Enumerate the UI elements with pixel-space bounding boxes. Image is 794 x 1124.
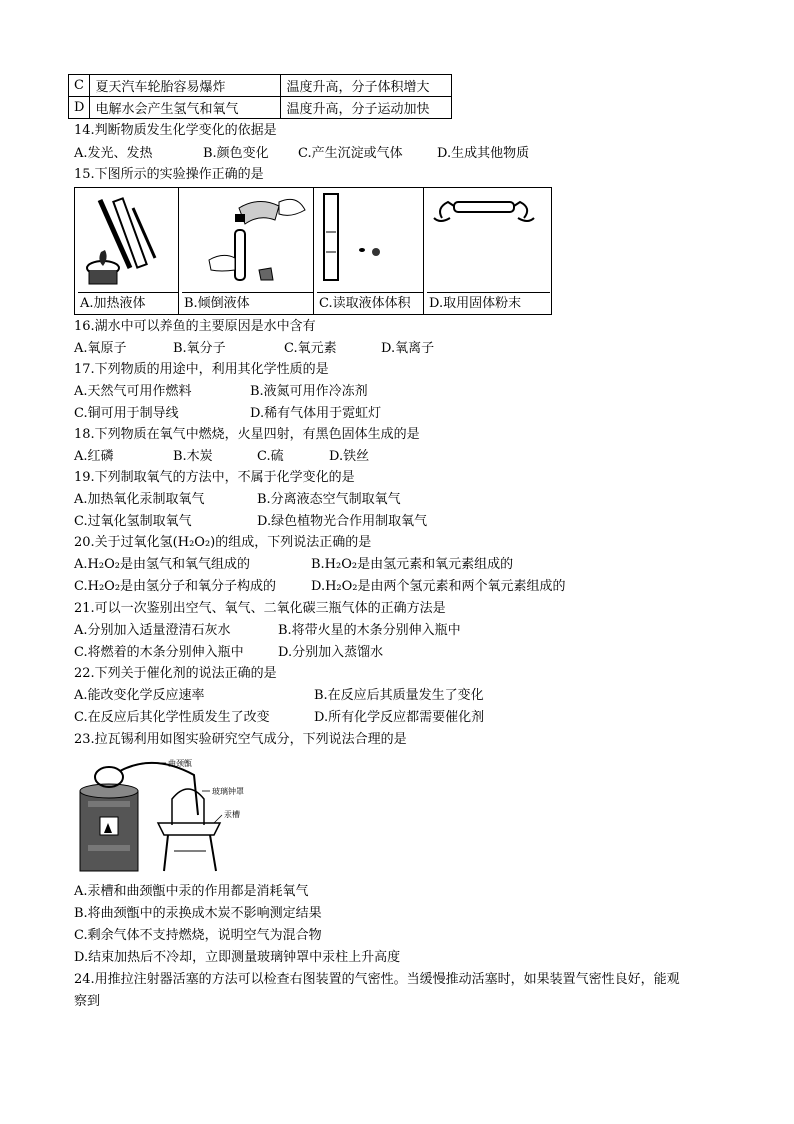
figure-pouring-liquid — [179, 188, 314, 314]
q14-option-a: A.发光、发热 — [74, 146, 153, 161]
q19-stem: 19.下列制取氧气的方法中，不属于化学变化的是 — [74, 470, 355, 485]
q22-option-d: D.所有化学反应都需要催化剂 — [314, 710, 485, 725]
q16-option-c: C.氧元素 — [284, 341, 337, 356]
q14-stem: 14.判断物质发生化学变化的依据是 — [74, 123, 277, 138]
q20-option-b: B.H₂O₂是由氢元素和氧元素组成的 — [311, 557, 514, 572]
q18-option-b: B.木炭 — [173, 449, 213, 464]
q15-stem: 15.下图所示的实验操作正确的是 — [74, 167, 264, 182]
q17-stem: 17.下列物质的用途中，利用其化学性质的是 — [74, 362, 329, 377]
q15-figure-row — [74, 187, 552, 315]
caption-d: D.取用固体粉末 — [427, 292, 550, 314]
q16-option-d: D.氧离子 — [381, 341, 435, 356]
q14-option-b: B.颜色变化 — [203, 146, 269, 161]
q21-option-b: B.将带火星的木条分别伸入瓶中 — [278, 623, 461, 638]
q22-stem: 22.下列关于催化剂的说法正确的是 — [74, 666, 277, 681]
row-label: C — [69, 75, 90, 97]
q17-option-c: C.铜可用于制导线 — [74, 406, 179, 421]
q17-option-d: D.稀有气体用于霓虹灯 — [250, 406, 382, 421]
row-explanation: 温度升高，分子运动加快 — [281, 97, 452, 119]
q23-stem: 23.拉瓦锡利用如图实验研究空气成分，下列说法合理的是 — [74, 732, 407, 747]
q21-option-a: A.分别加入适量澄清石灰水 — [74, 623, 231, 638]
q20-stem: 20.关于过氧化氢(H₂O₂)的组成，下列说法正确的是 — [74, 535, 372, 550]
q22-option-b: B.在反应后其质量发生了变化 — [314, 688, 484, 703]
caption-b: B.倾倒液体 — [182, 292, 313, 314]
q18-stem: 18.下列物质在氧气中燃烧，火星四射，有黑色固体生成的是 — [74, 427, 420, 442]
row-phenomenon: 夏天汽车轮胎容易爆炸 — [90, 75, 281, 97]
q20-option-d: D.H₂O₂是由两个氢元素和两个氧元素组成的 — [311, 579, 566, 594]
q23-option-b: B.将曲颈甑中的汞换成木炭不影响测定结果 — [74, 906, 322, 921]
q21-stem: 21.可以一次鉴别出空气、氧气、二氧化碳三瓶气体的正确方法是 — [74, 601, 446, 616]
caption-c: C.读取液体体积 — [317, 292, 423, 314]
q23-option-c: C.剩余气体不支持燃烧，说明空气为混合物 — [74, 928, 322, 943]
q18-option-c: C.硫 — [257, 449, 284, 464]
figure-taking-powder — [424, 188, 550, 314]
q19-option-c: C.过氧化氢制取氧气 — [74, 514, 192, 529]
heating-liquid-drawing — [75, 188, 178, 292]
label-bell-jar: 玻璃钟罩 — [212, 787, 244, 796]
q21-option-c: C.将燃着的木条分别伸入瓶中 — [74, 645, 244, 660]
q16-option-b: B.氧分子 — [173, 341, 226, 356]
q14-option-d: D.生成其他物质 — [437, 146, 530, 161]
q23-option-a: A.汞槽和曲颈甑中汞的作用都是消耗氧气 — [74, 884, 309, 899]
q17-option-b: B.液氮可用作冷冻剂 — [250, 384, 368, 399]
q21-option-d: D.分别加入蒸馏水 — [278, 645, 384, 660]
pouring-liquid-drawing — [179, 188, 313, 292]
q17-option-a: A.天然气可用作燃料 — [74, 384, 192, 399]
label-retort: 曲颈甑 — [168, 759, 192, 768]
q20-option-c: C.H₂O₂是由氢分子和氧分子构成的 — [74, 579, 277, 594]
row-label: D — [69, 97, 90, 119]
q16-option-a: A.氧原子 — [74, 341, 127, 356]
q22-option-a: A.能改变化学反应速率 — [74, 688, 205, 703]
label-mercury-trough: 汞槽 — [224, 810, 240, 819]
caption-a: A.加热液体 — [78, 292, 178, 314]
q20-option-a: A.H₂O₂是由氢气和氧气组成的 — [74, 557, 250, 572]
q18-option-a: A.红磷 — [74, 449, 114, 464]
row-explanation: 温度升高，分子体积增大 — [281, 75, 452, 97]
figure-reading-volume — [314, 188, 424, 314]
q22-option-c: C.在反应后其化学性质发生了改变 — [74, 710, 270, 725]
q19-option-b: B.分离液态空气制取氧气 — [257, 492, 401, 507]
table-row — [69, 75, 452, 97]
q24-stem-line-1: 24.用推拉注射器活塞的方法可以检查右图装置的气密性。当缓慢推动活塞时，如果装置气密性良好，能观 — [74, 972, 680, 987]
q19-option-a: A.加热氧化汞制取氧气 — [74, 492, 205, 507]
q16-stem: 16.湖水中可以养鱼的主要原因是水中含有 — [74, 319, 316, 334]
q24-stem-line-2: 察到 — [74, 994, 101, 1009]
q14-option-c: C.产生沉淀或气体 — [298, 146, 403, 161]
q18-option-d: D.铁丝 — [329, 449, 370, 464]
q19-option-d: D.绿色植物光合作用制取氧气 — [257, 514, 428, 529]
reading-volume-drawing — [314, 188, 423, 292]
figure-heating-liquid — [75, 188, 179, 314]
table-row — [69, 97, 452, 119]
taking-powder-drawing — [424, 188, 550, 292]
row-phenomenon: 电解水会产生氢气和氧气 — [90, 97, 281, 119]
lavoisier-apparatus-figure — [74, 755, 259, 875]
q23-option-d: D.结束加热后不冷却，立即测量玻璃钟罩中汞柱上升高度 — [74, 950, 401, 965]
answer-table — [68, 74, 452, 119]
